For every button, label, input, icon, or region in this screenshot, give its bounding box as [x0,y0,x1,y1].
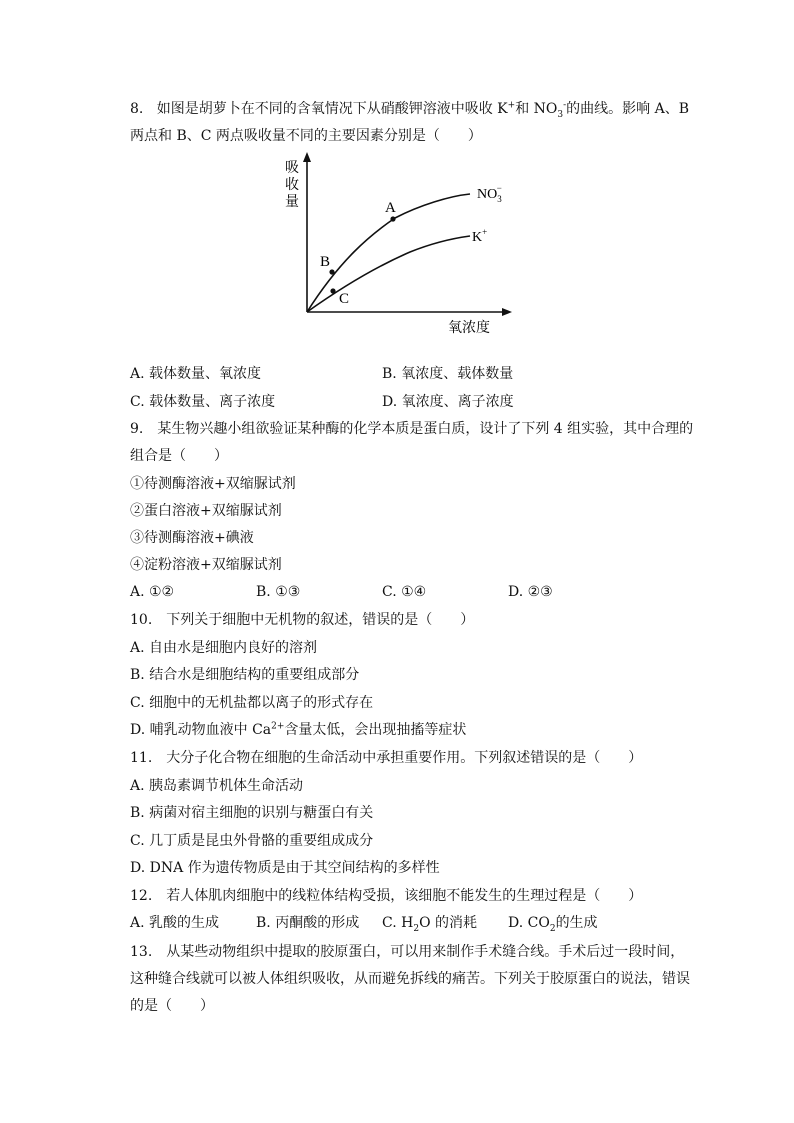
q8-text-c: 的曲线。影响 A、B 两点和 B、C 两点吸收量不同的主要因素分别是（ ） [130,101,690,144]
y-label-1: 吸 [285,161,299,176]
q9-item-4: ④淀粉溶液+双缩脲试剂 [130,557,282,573]
x-axis-arrow [502,308,512,316]
q12-option-b[interactable]: B. 丙酮酸的形成 [256,915,360,931]
q11-option-c[interactable]: C. 几丁质是昆虫外骨骼的重要组成成分 [130,833,374,849]
q11-option-d[interactable]: D. DNA 作为遗传物质是由于其空间结构的多样性 [130,860,440,876]
q11-option-b[interactable]: B. 病菌对宿主细胞的识别与糖蛋白有关 [130,805,374,821]
q10-option-a[interactable]: A. 自由水是细胞内良好的溶剂 [130,640,318,656]
q9-item-2: ②蛋白溶液+双缩脲试剂 [130,503,282,519]
x-label: 氧浓度 [448,321,490,336]
q8-k-sup: + [507,100,516,111]
q10-option-d[interactable] [130,720,466,740]
q12-option-d[interactable] [508,913,598,933]
q9-item-3: ③待测酶溶液+碘液 [130,530,254,546]
q12-option-c-text-b: O 的消耗 [419,915,477,931]
q12-option-d-sub: 2 [549,923,556,934]
q12-stem: 12. 若人体肌肉细胞中的线粒体结构受损，该细胞不能发生的生理过程是（ ） [130,888,643,904]
q9-stem: 9. 某生物兴趣小组欲验证某种酶的化学本质是蛋白质，设计了下列 4 组实验，其中合理的组合是（ ） [130,421,694,464]
q8-option-a[interactable]: A. 载体数量、氧浓度 [130,366,262,382]
q9-option-c[interactable]: C. ①④ [382,584,427,600]
y-axis-arrow [303,152,311,162]
q12-option-d-text-b: 的生成 [555,915,598,931]
q8-no3-sub: 3 [557,109,564,120]
point-b-label: B [320,254,331,270]
y-label-2: 收 [285,178,299,193]
point-a-label: A [385,200,396,216]
q9-option-a[interactable]: A. ①② [130,584,175,600]
q9-item-1: ①待测酶溶液+双缩脲试剂 [130,476,296,492]
q10-option-d-sup: 2+ [271,721,285,732]
k-label: K+ [472,227,488,245]
q10-option-d-text-b: 含量太低，会出现抽搐等症状 [284,722,467,738]
q12-option-c-text-a: C. H [382,915,414,931]
q8-option-b[interactable]: B. 氧浓度、载体数量 [382,366,514,382]
q10-option-d-text-a: D. 哺乳动物血液中 Ca [130,722,272,738]
q8-number: 8. [130,101,144,117]
point-c-label: C [339,291,350,307]
y-label-3: 量 [285,195,299,210]
q8-no3-sup: - [563,100,567,111]
q10-stem: 10. 下列关于细胞中无机物的叙述，错误的是（ ） [130,612,475,628]
q10-option-b[interactable]: B. 结合水是细胞结构的重要组成部分 [130,667,360,683]
q12-option-d-text-a: D. CO [508,915,550,931]
q12-option-c-sub: 2 [413,923,420,934]
q8-option-d[interactable]: D. 氧浓度、离子浓度 [382,394,514,410]
no3-label: $NO_3-$ [477,183,502,204]
q11-stem: 11. 大分子化合物在细胞的生命活动中承担重要作用。下列叙述错误的是（ ） [130,750,643,766]
q9-option-d[interactable]: D. ②③ [508,584,553,600]
q10-option-c[interactable]: C. 细胞中的无机盐都以离子的形式存在 [130,695,374,711]
q8-text-b: 和 NO [515,101,558,117]
q9-option-b[interactable]: B. ①③ [256,584,301,600]
absorption-chart-svg [270,150,520,340]
q12-option-c[interactable] [382,913,477,933]
q8-text-a: 如图是胡萝卜在不同的含氧情况下从硝酸钾溶液中吸收 K [156,101,508,117]
point-b-dot [329,269,334,274]
q13-stem: 13. 从某些动物组织中提取的胶原蛋白，可以用来制作手术缝合线。手术后过一段时间，这种缝合线就可以被人体组织吸收，从而避免拆线的痛苦。下列关于胶原蛋白的说法，错误的是（ ） [130,944,690,1014]
q12-option-a[interactable]: A. 乳酸的生成 [130,915,220,931]
point-c-dot [330,288,335,293]
q11-option-a[interactable]: A. 胰岛素调节机体生命活动 [130,778,304,794]
absorption-chart [270,150,520,340]
q8-option-c[interactable]: C. 载体数量、离子浓度 [130,394,276,410]
point-a-dot [390,216,395,221]
q8-stem [130,96,695,150]
